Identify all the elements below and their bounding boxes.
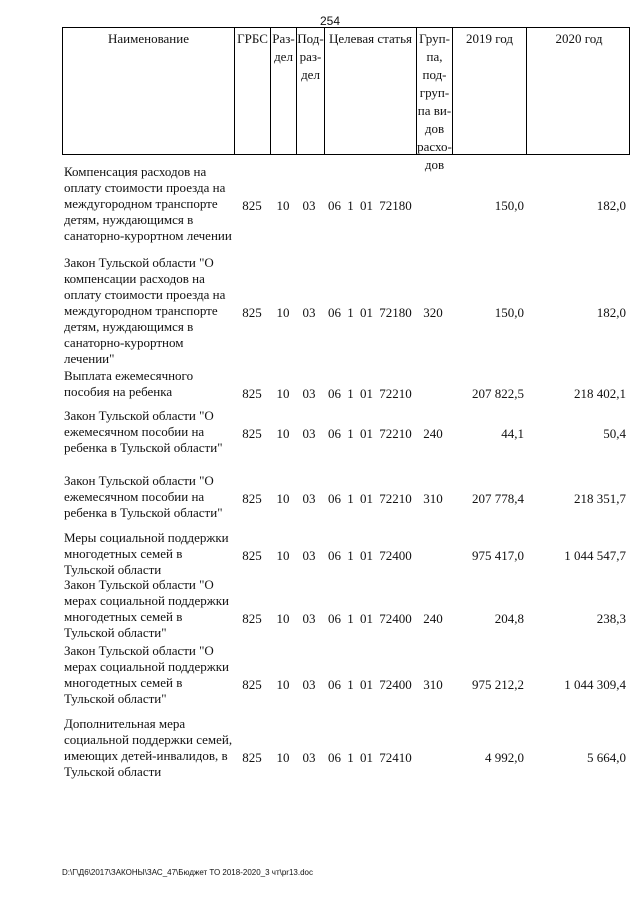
file-path-footer: D:\Г\Д6\2017\ЗАКОНЫ\ЗАС_47\Бюджет ТО 2018-2020_3 чт\pr13.doc — [62, 868, 313, 877]
cell-razdel: 10 — [276, 426, 290, 441]
cell-grbs: 825 — [242, 677, 262, 692]
cell-name-line: Меры социальной поддержки — [64, 530, 229, 545]
cell-target-article: 06 1 01 72400 — [328, 548, 412, 563]
cell-razdel: 10 — [276, 491, 290, 506]
cell-name-line: детям, нуждающимся в — [64, 212, 194, 227]
header-cs — [325, 28, 417, 154]
header-line: па ви- — [417, 103, 452, 118]
header-razdel — [271, 28, 297, 154]
cell-2019: 975 417,0 — [472, 548, 524, 563]
cell-name — [64, 716, 236, 780]
cell-2020: 1 044 309,4 — [564, 677, 626, 692]
cell-2020: 50,4 — [603, 426, 626, 441]
cell-name-line: Закон Тульской области "О — [64, 255, 214, 270]
header-line: Груп- — [419, 31, 450, 46]
cell-name-line: санаторно-курортном — [64, 335, 184, 350]
cell-expense-type: 310 — [423, 677, 443, 692]
cell-name-line: Тульской области" — [64, 691, 167, 706]
cell-name-line: Компенсация расходов на — [64, 164, 207, 179]
cell-name-line: ежемесячном пособии на — [64, 424, 205, 439]
cell-grbs: 825 — [242, 305, 262, 320]
cell-name — [64, 164, 236, 244]
header-line: Раз- — [272, 31, 295, 46]
cell-grbs: 825 — [242, 548, 262, 563]
cell-name-line: Тульской области — [64, 562, 162, 577]
cell-name-line: Дополнительная мера — [64, 716, 186, 731]
cell-name-line: Закон Тульской области "О — [64, 473, 214, 488]
cell-grbs: 825 — [242, 611, 262, 626]
cell-name-line: оплату стоимости проезда на — [64, 180, 226, 195]
cell-name-line: междугородном транспорте — [64, 196, 218, 211]
cell-name-line: Закон Тульской области "О — [64, 577, 214, 592]
cell-name-line: ребенка в Тульской области" — [64, 440, 223, 455]
header-line: Наименование — [108, 31, 189, 46]
cell-name-line: мерах социальной поддержки — [64, 593, 230, 608]
cell-2020: 5 664,0 — [587, 750, 626, 765]
cell-razdel: 10 — [276, 611, 290, 626]
cell-name-line: мерах социальной поддержки — [64, 659, 230, 674]
cell-razdel: 10 — [276, 548, 290, 563]
header-line: под- — [422, 67, 447, 82]
header-line: дел — [301, 67, 320, 82]
cell-name-line: компенсации расходов на — [64, 271, 205, 286]
cell-name — [64, 255, 236, 367]
cell-2020: 182,0 — [596, 305, 626, 320]
cell-name — [64, 643, 236, 707]
cell-name — [64, 408, 236, 456]
cell-name-line: ежемесячном пособии на — [64, 489, 205, 504]
cell-expense-type: 240 — [423, 611, 443, 626]
cell-podrazdel: 03 — [302, 305, 316, 320]
header-grbs — [235, 28, 271, 154]
cell-razdel: 10 — [276, 750, 290, 765]
cell-name — [64, 530, 236, 578]
header-line: па, — [426, 49, 443, 64]
cell-podrazdel: 03 — [302, 491, 316, 506]
cell-target-article: 06 1 01 72210 — [328, 491, 412, 506]
cell-target-article: 06 1 01 72210 — [328, 386, 412, 401]
cell-name-line: Закон Тульской области "О — [64, 643, 214, 658]
header-line: 2020 год — [555, 31, 603, 46]
cell-2020: 182,0 — [596, 198, 626, 213]
cell-name-line: многодетных семей в — [64, 609, 183, 624]
header-line: расхо- — [417, 139, 452, 154]
page-number: 254 — [319, 14, 341, 28]
header-2020 — [527, 28, 631, 154]
header-podrazdel — [297, 28, 325, 154]
cell-2019: 204,8 — [494, 611, 524, 626]
cell-razdel: 10 — [276, 198, 290, 213]
cell-target-article: 06 1 01 72180 — [328, 305, 412, 320]
header-line: дов — [424, 157, 445, 172]
cell-name-line: Выплата ежемесячного — [64, 368, 194, 383]
cell-grbs: 825 — [242, 426, 262, 441]
cell-2020: 218 351,7 — [574, 491, 626, 506]
cell-name-line: Тульской области — [64, 764, 162, 779]
cell-podrazdel: 03 — [302, 677, 316, 692]
cell-grbs: 825 — [242, 198, 262, 213]
cell-2019: 150,0 — [494, 305, 524, 320]
cell-2019: 975 212,2 — [472, 677, 524, 692]
cell-name-line: социальной поддержки семей, — [64, 732, 233, 747]
cell-2019: 207 822,5 — [472, 386, 524, 401]
header-2019 — [453, 28, 527, 154]
cell-name-line: ребенка в Тульской области" — [64, 505, 223, 520]
cell-name-line: оплату стоимости проезда на — [64, 287, 226, 302]
header-name — [63, 28, 235, 154]
cell-podrazdel: 03 — [302, 548, 316, 563]
cell-name — [64, 368, 236, 400]
cell-name-line: Закон Тульской области "О — [64, 408, 214, 423]
header-line: раз- — [299, 49, 322, 64]
cell-target-article: 06 1 01 72400 — [328, 611, 412, 626]
cell-2019: 4 992,0 — [485, 750, 524, 765]
cell-razdel: 10 — [276, 677, 290, 692]
cell-podrazdel: 03 — [302, 426, 316, 441]
cell-name-line: пособия на ребенка — [64, 384, 173, 399]
cell-name-line: многодетных семей в — [64, 675, 183, 690]
header-line: груп- — [419, 85, 450, 100]
header-line: дел — [274, 49, 293, 64]
cell-2019: 207 778,4 — [472, 491, 524, 506]
cell-name-line: детям, нуждающимся в — [64, 319, 194, 334]
cell-grbs: 825 — [242, 386, 262, 401]
cell-2019: 44,1 — [501, 426, 524, 441]
header-line: Под- — [297, 31, 324, 46]
cell-2020: 238,3 — [596, 611, 626, 626]
cell-target-article: 06 1 01 72400 — [328, 677, 412, 692]
cell-expense-type: 320 — [423, 305, 443, 320]
cell-razdel: 10 — [276, 305, 290, 320]
cell-2020: 218 402,1 — [574, 386, 626, 401]
cell-expense-type: 240 — [423, 426, 443, 441]
header-line: Целевая статья — [328, 31, 412, 46]
cell-podrazdel: 03 — [302, 386, 316, 401]
cell-grbs: 825 — [242, 491, 262, 506]
cell-name — [64, 473, 236, 521]
cell-podrazdel: 03 — [302, 750, 316, 765]
cell-2020: 1 044 547,7 — [564, 548, 626, 563]
cell-razdel: 10 — [276, 386, 290, 401]
cell-target-article: 06 1 01 72410 — [328, 750, 412, 765]
header-line: 2019 год — [466, 31, 513, 46]
cell-name-line: многодетных семей в — [64, 546, 183, 561]
header-line: ГРБС — [237, 31, 268, 46]
cell-podrazdel: 03 — [302, 611, 316, 626]
cell-target-article: 06 1 01 72210 — [328, 426, 412, 441]
cell-2019: 150,0 — [494, 198, 524, 213]
header-line: дов — [424, 121, 445, 136]
cell-podrazdel: 03 — [302, 198, 316, 213]
cell-name-line: Тульской области" — [64, 625, 167, 640]
cell-name-line: имеющих детей-инвалидов, в — [64, 748, 228, 763]
cell-name-line: лечении" — [64, 351, 115, 366]
cell-expense-type: 310 — [423, 491, 443, 506]
cell-target-article: 06 1 01 72180 — [328, 198, 412, 213]
cell-name — [64, 577, 236, 641]
header-vid — [417, 28, 453, 172]
cell-name-line: междугородном транспорте — [64, 303, 218, 318]
cell-grbs: 825 — [242, 750, 262, 765]
cell-name-line: санаторно-курортном лечении — [64, 228, 232, 243]
